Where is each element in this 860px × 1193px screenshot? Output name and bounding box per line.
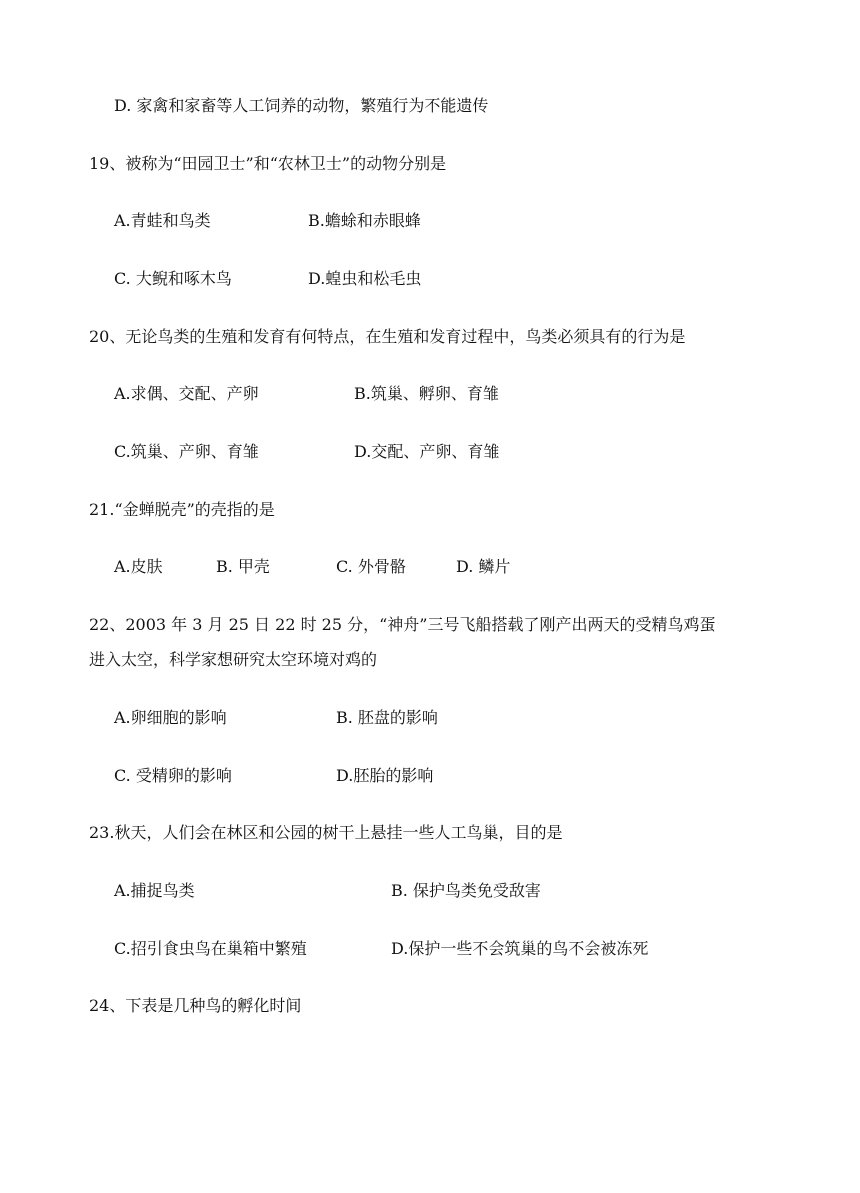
q21-option-b: B. 甲壳 [216, 557, 270, 576]
q22-option-a: A.卵细胞的影响 [114, 708, 227, 727]
q21-option-a: A.皮肤 [114, 557, 163, 576]
q20-option-c: C.筑巢、产卵、育雏 [114, 442, 259, 461]
q19-option-d: D.蝗虫和松毛虫 [308, 269, 422, 288]
q23-option-a: A.捕捉鸟类 [114, 881, 195, 900]
q19-option-c: C. 大鲵和啄木鸟 [114, 269, 232, 288]
q20-option-b: B.筑巢、孵卵、育雏 [354, 384, 499, 403]
q23-option-b: B. 保护鸟类免受敌害 [391, 881, 541, 900]
q19-option-b: B.蟾蜍和赤眼蜂 [308, 211, 421, 230]
q20-option-a: A.求偶、交配、产卵 [114, 384, 259, 403]
q21-stem: 21.“金蝉脱壳”的壳指的是 [89, 500, 275, 519]
q23-option-c: C.招引食虫鸟在巢箱中繁殖 [114, 939, 307, 958]
q23-option-d: D.保护一些不会筑巢的鸟不会被冻死 [391, 939, 649, 958]
q19-option-a: A.青蛙和鸟类 [114, 211, 211, 230]
q22-option-b: B. 胚盘的影响 [336, 708, 438, 727]
q24-stem: 24、下表是几种鸟的孵化时间 [89, 996, 302, 1015]
q22-stem-line1: 22、2003 年 3 月 25 日 22 时 25 分，“神舟”三号飞船搭载了刚产出两天的受精鸟鸡蛋 [89, 615, 716, 634]
q21-option-d: D. 鳞片 [456, 557, 511, 576]
q22-option-c: C. 受精卵的影响 [114, 766, 232, 785]
q23-stem: 23.秋天，人们会在林区和公园的树干上悬挂一些人工鸟巢，目的是 [89, 823, 563, 842]
q18-option-d: D. 家禽和家畜等人工饲养的动物，繁殖行为不能遗传 [114, 96, 489, 115]
q20-option-d: D.交配、产卵、育雏 [354, 442, 500, 461]
q22-option-d: D.胚胎的影响 [336, 766, 434, 785]
q21-option-c: C. 外骨骼 [336, 557, 406, 576]
q19-stem: 19、被称为“田园卫士”和“农林卫士”的动物分别是 [89, 154, 447, 173]
q20-stem: 20、无论鸟类的生殖和发育有何特点，在生殖和发育过程中，鸟类必须具有的行为是 [89, 327, 686, 346]
q22-stem-line2: 进入太空，科学家想研究太空环境对鸡的 [89, 650, 378, 669]
